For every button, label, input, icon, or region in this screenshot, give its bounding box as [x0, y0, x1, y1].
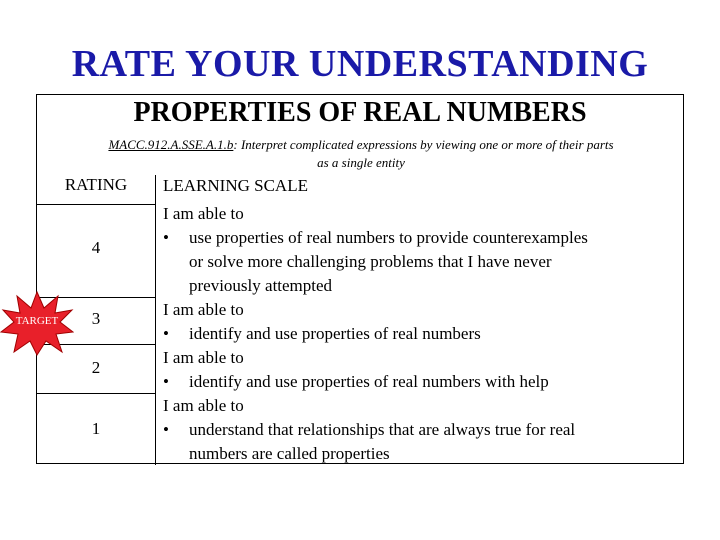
standard-description — [47, 136, 675, 172]
topic-title: PROPERTIES OF REAL NUMBERS — [133, 97, 587, 128]
rating-header: RATING — [64, 175, 128, 194]
rating-value: 1 — [91, 419, 101, 438]
rating-table-frame — [36, 94, 684, 464]
target-label: TARGET — [15, 315, 59, 327]
standard-text: : Interpret complicated expressions by viewing one or more of their parts — [233, 137, 614, 152]
header-separator — [37, 204, 155, 205]
learning-scale-cell: I am able to • identify and use properties of real numbers with help — [163, 348, 549, 391]
standard-text-continued: as a single entity — [317, 155, 405, 170]
page-title: RATE YOUR UNDERSTANDING — [71, 43, 649, 85]
learning-scale-cell: I am able to • identify and use properties of real numbers — [163, 300, 481, 343]
learning-scale-cell: I am able to • understand that relationships that are always true for real numbers are called properties — [163, 396, 576, 463]
learning-scale-cell: I am able to • use properties of real numbers to provide counterexamples or solve more challenging problems that I have never previously attempted — [163, 204, 588, 295]
rating-value: 2 — [91, 358, 101, 377]
rating-column-divider — [155, 175, 156, 465]
standard-code: MACC.912.A.SSE.A.1.b — [108, 137, 234, 152]
row-separator-2 — [37, 393, 155, 394]
rating-value: 3 — [91, 309, 101, 328]
rating-value: 4 — [91, 238, 101, 257]
learning-scale-header: LEARNING SCALE — [163, 176, 308, 195]
